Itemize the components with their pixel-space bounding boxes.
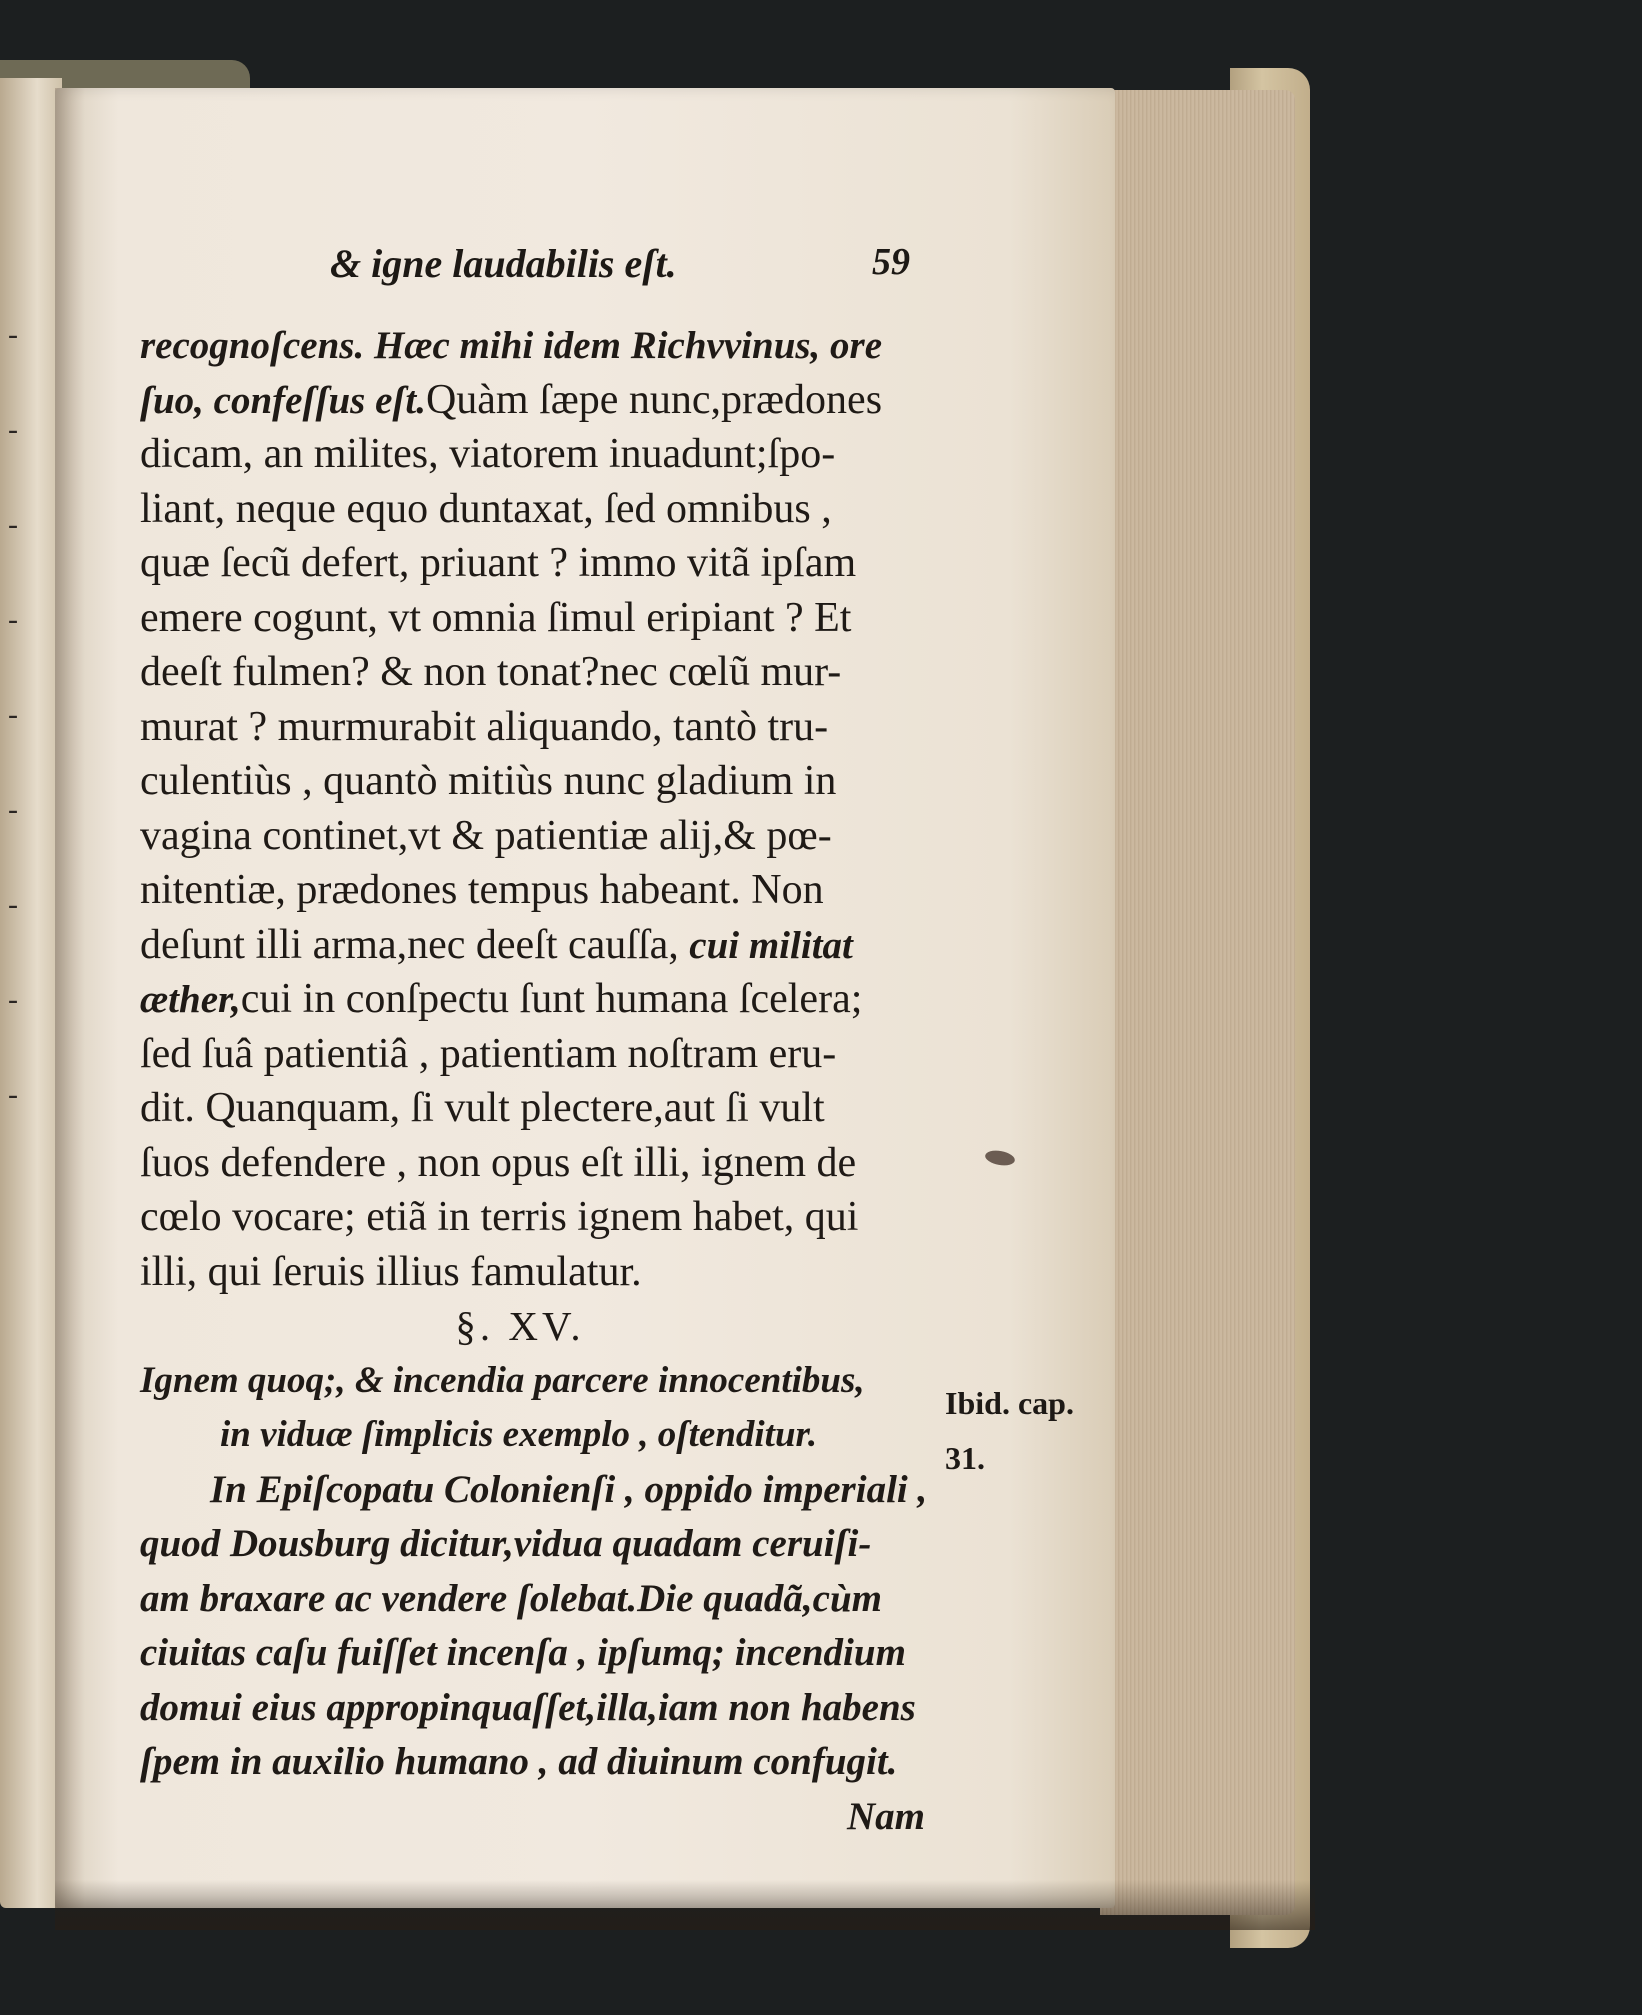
italic-text-line: ſpem in auxilio humano , ad diuinum confugit. bbox=[140, 1740, 898, 1783]
roman-text-run: ſuos defendere , non opus eſt illi, ignem de bbox=[140, 1139, 857, 1186]
italic-text-run: æther, bbox=[140, 978, 241, 1021]
text-line bbox=[140, 1081, 940, 1136]
margin-note-line-2: 31. bbox=[945, 1440, 985, 1476]
page-body bbox=[140, 318, 940, 1844]
italic-text-line: ciuitas caſu fuiſſet incenſa , ipſumq; incendium bbox=[140, 1631, 906, 1674]
facing-page-letter-fragment: - bbox=[8, 318, 18, 351]
text-line bbox=[140, 918, 940, 973]
facing-page-letter-fragment: - bbox=[8, 508, 18, 541]
section-summary-line-1: Ignem quoq;, & incendia parcere innocentibus, bbox=[140, 1359, 865, 1401]
facing-page-letter-fragment: - bbox=[8, 983, 18, 1016]
facing-page-letter-fragment: - bbox=[8, 603, 18, 636]
text-line bbox=[140, 427, 940, 482]
roman-text-run: culentiùs , quantò mitiùs nunc gladium in bbox=[140, 758, 837, 804]
italic-text-line: quod Dousburg dicitur,vidua quadam ceruiſi- bbox=[140, 1522, 872, 1565]
text-line bbox=[140, 863, 940, 918]
text-line bbox=[140, 318, 940, 373]
text-line bbox=[140, 591, 940, 646]
facing-page-letter-fragment: - bbox=[8, 1078, 18, 1111]
roman-text-run: illi, qui ſeruis illius famulatur. bbox=[140, 1248, 642, 1295]
section-heading: §. XV. bbox=[455, 1303, 585, 1349]
roman-text-run: deſunt illi arma,nec deeſt cauſſa, bbox=[140, 921, 690, 968]
roman-text-run: liant, neque equo duntaxat, ſed omnibus , bbox=[140, 485, 832, 532]
text-line bbox=[140, 754, 940, 809]
section-summary-line-2: in viduæ ſimplicis exemplo , oſtenditur. bbox=[220, 1414, 818, 1455]
roman-text-run: ſed ſuâ patientiâ , patientiam noſtram eru- bbox=[140, 1030, 837, 1077]
text-line bbox=[140, 536, 940, 591]
running-head: & igne laudabilis eſt. bbox=[330, 241, 677, 286]
roman-text-run: dit. Quanquam, ſi vult plectere,aut ſi vult bbox=[140, 1085, 825, 1131]
italic-text-run: recognoſcens. Hæc mihi idem Richvvinus, ore bbox=[140, 324, 883, 367]
italic-text-run: cui militat bbox=[689, 923, 853, 967]
margin-note-line-1: Ibid. cap. bbox=[945, 1385, 1074, 1421]
text-line bbox=[140, 1136, 940, 1191]
italic-paragraph bbox=[140, 1463, 940, 1790]
roman-text-run: cui in conſpectu ſunt humana ſcelera; bbox=[240, 976, 863, 1022]
text-line bbox=[140, 482, 940, 537]
roman-text-run: vagina continet,vt & patientiæ alij,& pœ- bbox=[140, 812, 832, 859]
roman-text-run: murat ? murmurabit aliquando, tantò tru- bbox=[140, 703, 829, 750]
text-line bbox=[140, 809, 940, 864]
bottom-shadow bbox=[55, 1880, 1315, 1930]
main-paragraph bbox=[140, 318, 940, 1299]
italic-text-line: In Epiſcopatu Colonienſi , oppido imperiali , bbox=[210, 1467, 928, 1511]
facing-page-letter-fragment: - bbox=[8, 793, 18, 826]
roman-text-run: emere cogunt, vt omnia ſimul eripiant ? Et bbox=[140, 594, 852, 641]
text-line bbox=[140, 1027, 940, 1082]
page-number: 59 bbox=[872, 241, 910, 283]
roman-text-run: Quàm ſæpe nunc,prædones bbox=[425, 376, 883, 423]
text-line bbox=[140, 1190, 940, 1245]
page-block-edge bbox=[1100, 90, 1295, 1915]
text-line bbox=[140, 700, 940, 755]
text-line bbox=[140, 972, 940, 1027]
roman-text-run: quæ ſecũ defert, priuant ? immo vitã ipſam bbox=[140, 540, 857, 586]
italic-text-line: domui eius appropinquaſſet,illa,iam non habens bbox=[140, 1685, 916, 1729]
italic-text-line: am braxare ac vendere ſolebat.Die quadã,cùm bbox=[140, 1576, 882, 1620]
facing-page-edge bbox=[0, 78, 62, 1908]
page-header bbox=[330, 240, 910, 290]
facing-page-letter-fragment: - bbox=[8, 888, 18, 921]
roman-text-run: dicam, an milites, viatorem inuadunt;ſpo- bbox=[140, 431, 836, 477]
gutter-shadow bbox=[55, 88, 85, 1908]
text-line bbox=[140, 373, 940, 428]
roman-text-run: deeſt fulmen? & non tonat?nec cœlũ mur- bbox=[140, 649, 842, 695]
roman-text-run: cœlo vocare; etiã in terris ignem habet, qui bbox=[140, 1194, 859, 1240]
facing-page-letter-fragment: - bbox=[8, 698, 18, 731]
facing-page-letter-fragment: - bbox=[8, 413, 18, 446]
text-line bbox=[140, 1245, 940, 1300]
roman-text-run: nitentiæ, prædones tempus habeant. Non bbox=[140, 867, 824, 913]
text-line bbox=[140, 645, 940, 700]
italic-text-run: ſuo, confeſſus eſt. bbox=[140, 378, 426, 422]
catchword: Nam bbox=[847, 1794, 925, 1838]
